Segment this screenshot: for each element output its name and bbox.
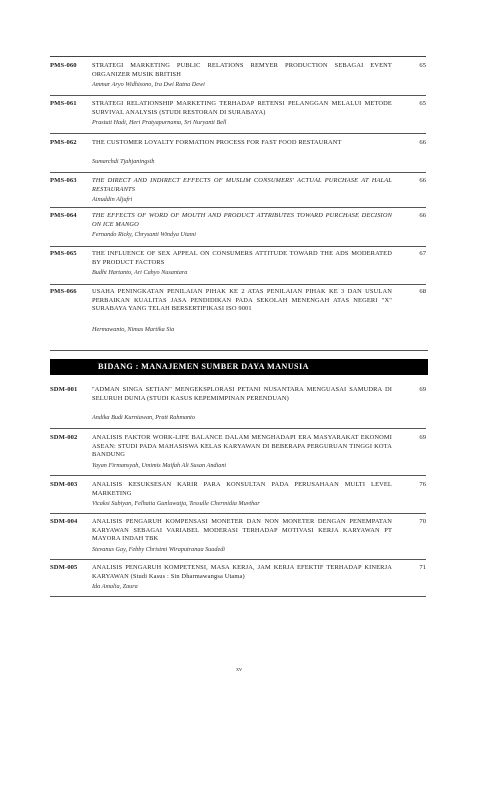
entry-authors: Andika Budi Kurniawan, Pratt Rahmanto	[92, 414, 195, 421]
entry-code: PMS-061	[50, 100, 77, 107]
entry-title: THE EFFECTS OF WORD OF MOUTH AND PRODUCT ATTRIBUTES TOWARD PURCHASE DECISION ON ICE MANGO	[92, 212, 392, 228]
entry-page-number: 66	[419, 177, 426, 184]
entry-divider	[50, 475, 426, 476]
entry-page-number: 65	[419, 100, 426, 107]
entry-authors: Yayan Firmansyah, Umimis Maifah Ali Susan Andiani	[92, 462, 227, 469]
entry-title: ANALISIS KESUKSESAN KARIR PARA KONSULTAN PADA PERUSAHAAN MULTI LEVEL MARKETING	[92, 481, 392, 497]
entry-divider	[50, 513, 426, 514]
section-heading-bar	[50, 359, 428, 375]
entry-divider	[50, 207, 426, 208]
entry-authors: Vicaksi Subiyan, Felhatia Gunluwatja, Tessulle Chermidia Muvthar	[92, 500, 260, 507]
entry-divider	[50, 428, 426, 429]
top-rule	[50, 56, 426, 57]
entry-authors: Fernando Ricky, Chrysanti Windya Utami	[92, 231, 196, 238]
entry-divider	[50, 284, 426, 285]
entry-code: SDM-004	[50, 518, 78, 525]
entry-code: PMS-060	[50, 62, 77, 69]
entry-divider	[50, 596, 426, 597]
entry-code: PMS-064	[50, 212, 77, 219]
entry-code: PMS-063	[50, 177, 77, 184]
entry-page-number: 66	[419, 212, 426, 219]
entry-page-number: 76	[419, 481, 426, 488]
entry-authors: Sumarchdi Tjahjaningsih	[92, 158, 155, 165]
page-number-footer: xv	[236, 667, 242, 673]
entry-page-number: 69	[419, 386, 426, 393]
entry-title: THE DIRECT AND INDIRECT EFFECTS OF MUSLIM CONSUMERS' ACTUAL PURCHASE AT HALAL RESTAURANTS	[92, 177, 392, 193]
entry-code: SDM-001	[50, 386, 78, 393]
section-heading: BIDANG : MANAJEMEN SUMBER DAYA MANUSIA	[98, 362, 309, 371]
entry-page-number: 65	[419, 62, 426, 69]
entry-code: PMS-062	[50, 139, 77, 146]
entry-title: STRATEGI RELATIONSHIP MARKETING TERHADAP RETENSI PELANGGAN MELALUI METODE SURVIVAL ANALYSIS (STUDI RESTORAN DI SURABAYA)	[92, 100, 392, 116]
entry-divider	[50, 246, 426, 247]
entry-page-number: 68	[419, 288, 426, 295]
entry-code: PMS-065	[50, 250, 77, 257]
entry-divider	[50, 559, 426, 560]
entry-title: STRATEGI MARKETING PUBLIC RELATIONS REMYER PRODUCTION SEBAGAI EVENT ORGANIZER MUSIK BRITISH	[92, 62, 392, 78]
entry-code: SDM-002	[50, 434, 78, 441]
entry-page-number: 67	[419, 250, 426, 257]
entry-page-number: 66	[419, 139, 426, 146]
entry-authors: Hermawanto, Nimas Martika Sia	[92, 326, 175, 333]
entry-code: SDM-003	[50, 481, 78, 488]
entry-divider	[50, 95, 426, 96]
entry-page-number: 71	[419, 564, 426, 571]
entry-authors: Prastuti Hadi, Heri Pratyapurnama, Sri Nuryanti Bell	[92, 119, 227, 126]
entry-authors: Stevanus Gay, Febby Christmi Wiraputranaa Suadedi	[92, 546, 226, 553]
entry-page-number: 69	[419, 434, 426, 441]
entry-title: ANALISIS PENGARUH KOMPETENSI, MASA KERJA, JAM KERJA EFEKTIF TERHADAP KINERJA KARYAWAN (Studi Kasus : Sin Dharmawangsa Utama)	[92, 564, 392, 580]
entry-authors: Ida Amalia, Zaura	[92, 583, 138, 590]
section-rule	[50, 350, 428, 351]
entry-title: THE CUSTOMER LOYALTY FORMATION PROCESS FOR FAST FOOD RESTAURANT	[92, 139, 342, 146]
entry-code: SDM-005	[50, 564, 78, 571]
entry-authors: Ammar Aryo Widhisono, Ira Dwi Ratna Dewi	[92, 81, 205, 88]
entry-title: "ADMAN SINGA SETIAN" MENGEKSPLORASI PETANI NUSANTARA MENGUASAI SAMUDRA DI SELURUH DUNIA (STUDI KASUS KEPEMIMPINAN PERENDUAN)	[92, 386, 392, 402]
entry-title: THE INFLUENCE OF SEX APPEAL ON CONSUMERS ATTITUDE TOWARD THE ADS MODERATED BY PRODUCT FACTORS	[92, 250, 392, 266]
entry-code: PMS-066	[50, 288, 77, 295]
entry-title: USAHA PENINGKATAN PENILAIAN PIHAK KE 2 ATAS PENILAIAN PIHAK KE 3 DAN USULAN PERBAIKAN KUALITAS JASA PENDIDIKAN PADA SEKOLAH MENENGAH ATAS NEGERI "X" SURABAYA YANG TELAH BERSERTIFIKASI ISO 9001	[92, 288, 392, 313]
entry-authors: Budhi Hartanto, Ari Cahyo Nusantara	[92, 269, 188, 276]
entry-title: ANALISIS FAKTOR WORK-LIFE BALANCE DALAM MENGHADAPI ERA MASYARAKAT EKONOMI ASEAN: STUDI PADA MAHASISWA KELAS KARYAWAN DI BEBERAPA PERGURUAN TINGGI KOTA BANDUNG	[92, 434, 392, 459]
entry-page-number: 70	[419, 518, 426, 525]
entry-title: ANALISIS PENGARUH KOMPENSASI MONETER DAN NON MONETER DENGAN PENEMPATAN KARYAWAN SEBAGAI VARIABEL MODERASI TERHADAP MOTIVASI KERJA KARYAWAN PT MAYORA INDAH TBK	[92, 518, 392, 543]
entry-divider	[50, 172, 426, 173]
entry-divider	[50, 133, 426, 134]
entry-authors: Ainuddin Aljufri	[92, 196, 133, 203]
